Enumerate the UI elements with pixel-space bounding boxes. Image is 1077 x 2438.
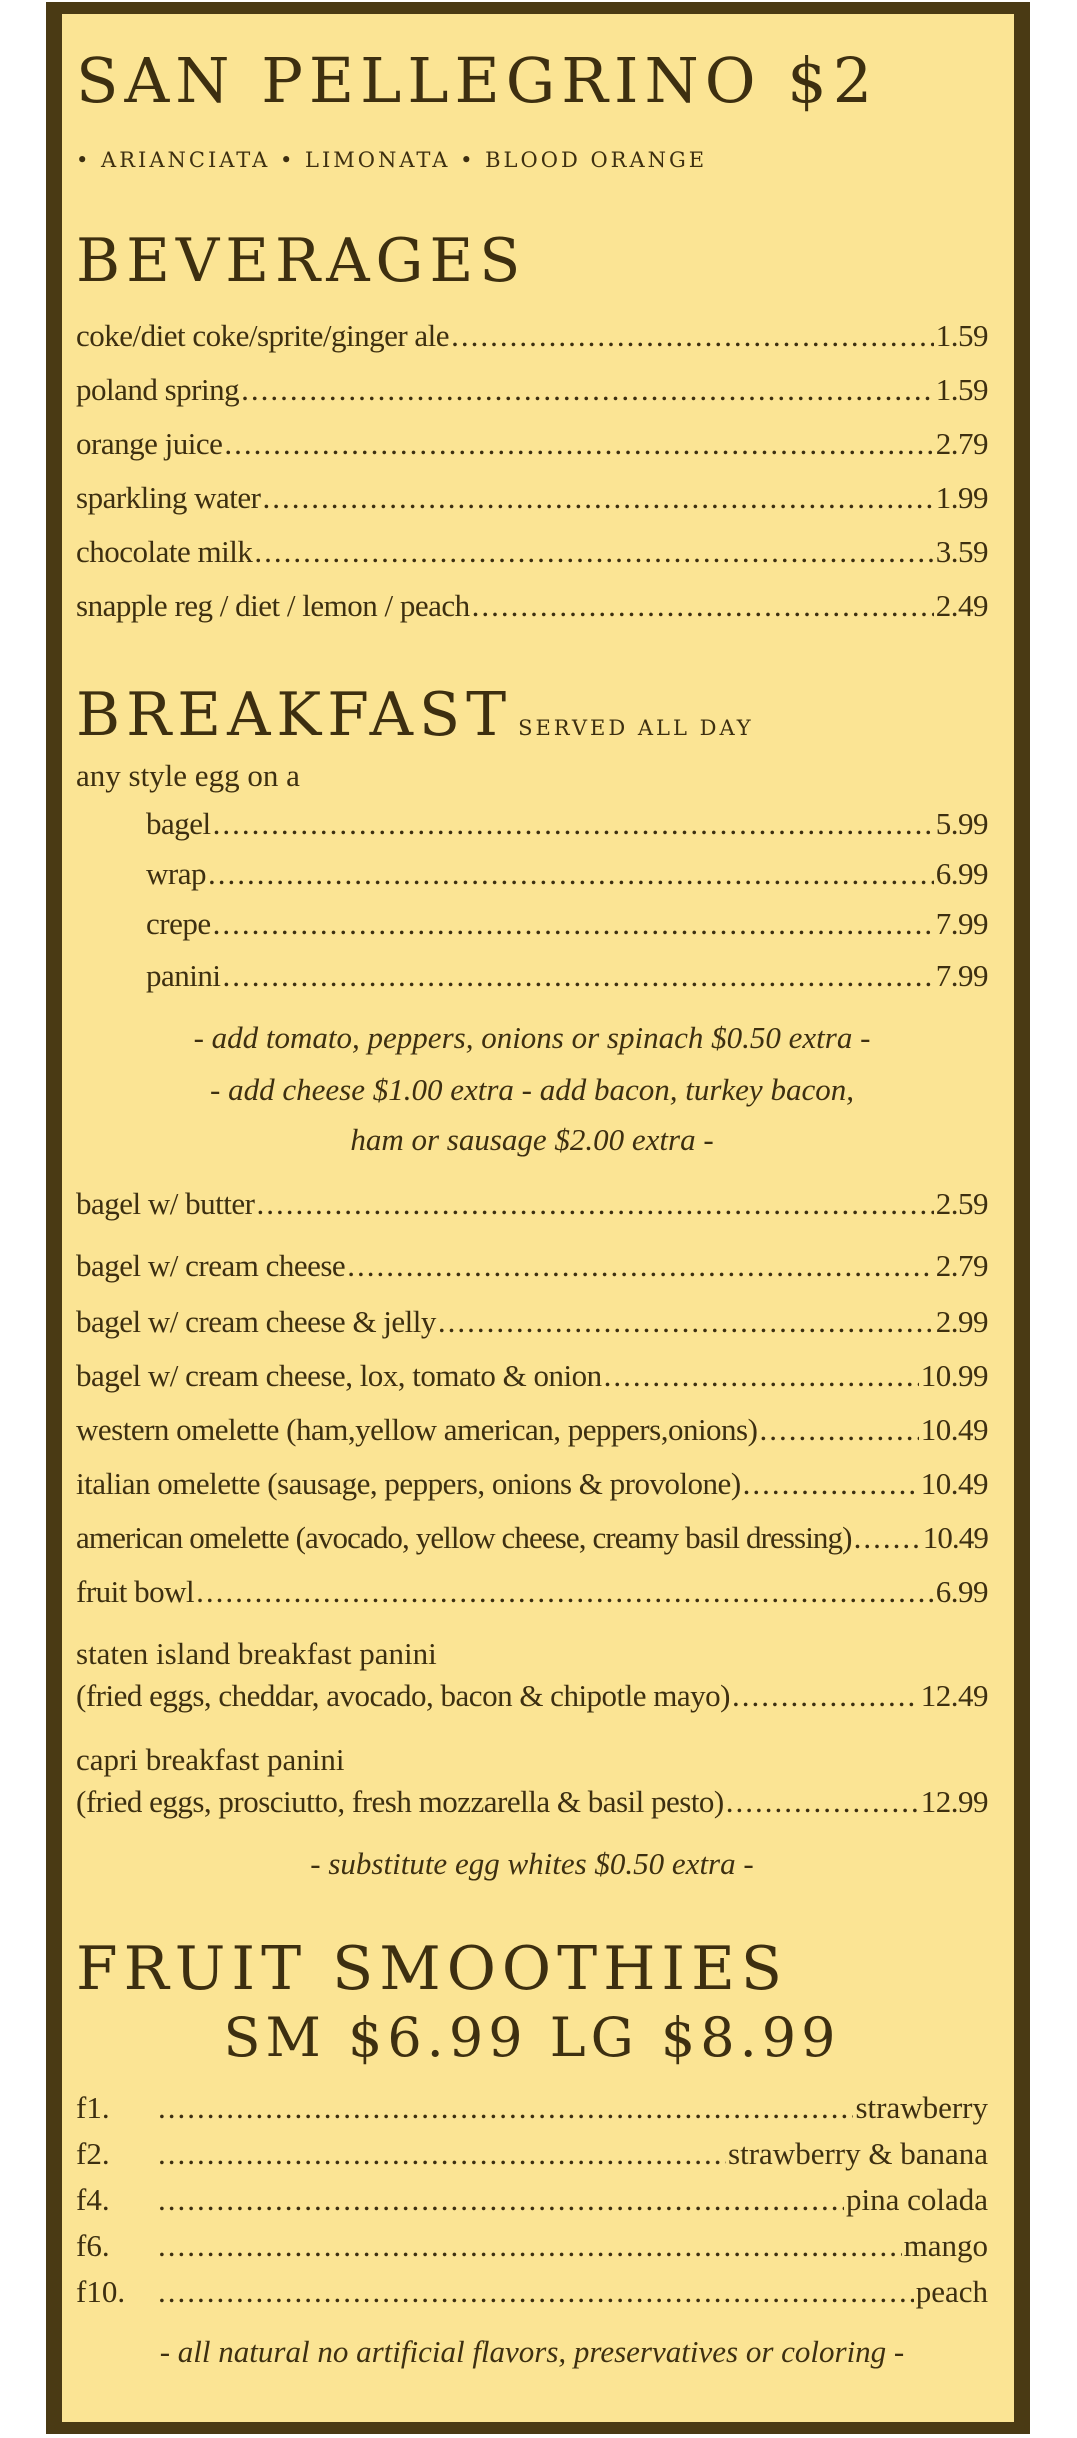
pellegrino-flavors: • ARIANCIATA • LIMONATA • BLOOD ORANGE	[76, 148, 708, 172]
menu-item-row	[146, 906, 988, 942]
smoothie-code: f4.	[76, 2182, 110, 2217]
smoothie-flavor: peach	[915, 2274, 988, 2309]
menu-item-row	[76, 1304, 988, 1340]
smoothie-row	[76, 2182, 988, 2218]
dot-leader	[472, 588, 934, 624]
item-name: poland spring	[76, 372, 240, 407]
item-name: orange juice	[76, 426, 223, 461]
item-name: bagel w/ butter	[76, 1186, 255, 1221]
item-price: 1.99	[935, 480, 988, 515]
item-name: american omelette (avocado, yellow cheese, creamy basil dressing)	[76, 1520, 852, 1555]
dot-leader	[732, 1678, 919, 1714]
item-price: 1.59	[935, 372, 988, 407]
item-price: 2.79	[935, 1248, 988, 1283]
egg-white-note: - substitute egg whites $0.50 extra -	[310, 1846, 754, 1881]
menu-item-row	[76, 372, 988, 408]
item-name: panini	[146, 958, 221, 993]
item-name: sparkling water	[76, 480, 261, 515]
breakfast-subtitle: SERVED ALL DAY	[518, 716, 754, 740]
item-name: chocolate milk	[76, 534, 253, 569]
breakfast-title: BREAKFAST	[76, 680, 513, 750]
item-price: 5.99	[935, 806, 988, 841]
menu-item-row	[76, 1248, 988, 1284]
item-price: 6.99	[935, 856, 988, 891]
panini-title: staten island breakfast panini	[76, 1636, 437, 1671]
dot-leader	[213, 906, 934, 942]
smoothie-row	[76, 2228, 988, 2264]
smoothie-code: f2.	[76, 2136, 110, 2171]
item-price: 2.49	[935, 588, 988, 623]
item-price: 7.99	[935, 906, 988, 941]
menu-item-row	[76, 1358, 988, 1394]
smoothie-code: f1.	[76, 2090, 110, 2125]
item-price: 2.79	[935, 426, 988, 461]
dot-leader	[241, 372, 934, 408]
addon-note: ham or sausage $2.00 extra -	[350, 1122, 714, 1157]
smoothie-row	[76, 2090, 988, 2126]
item-name: bagel w/ cream cheese	[76, 1248, 346, 1283]
item-price: 12.49	[920, 1678, 988, 1713]
item-name: crepe	[146, 906, 211, 941]
dot-leader	[262, 480, 933, 516]
smoothies-title: FRUIT SMOOTHIES	[76, 1934, 789, 2004]
item-name: (fried eggs, prosciutto, fresh mozzarella & basil pesto)	[76, 1784, 724, 1819]
smoothie-row	[76, 2274, 988, 2310]
item-price: 12.99	[920, 1784, 988, 1819]
item-price: 10.49	[922, 1520, 988, 1555]
smoothie-flavor: pina colada	[845, 2182, 988, 2217]
dot-leader	[158, 2090, 853, 2126]
item-name: bagel w/ cream cheese, lox, tomato & onion	[76, 1358, 602, 1393]
menu-item-row	[76, 588, 988, 624]
item-name: wrap	[146, 856, 206, 891]
menu-item-row	[76, 534, 988, 570]
dot-leader	[223, 958, 934, 994]
panini-title: capri breakfast panini	[76, 1742, 345, 1777]
dot-leader	[224, 426, 933, 462]
menu-item-row	[76, 1466, 988, 1502]
smoothie-row	[76, 2136, 988, 2172]
dot-leader	[726, 1784, 919, 1820]
item-price: 10.49	[920, 1412, 988, 1447]
pellegrino-title: SAN PELLEGRINO $2	[76, 44, 879, 117]
menu-item-row	[76, 1412, 988, 1448]
dot-leader	[256, 1186, 933, 1222]
item-price: 10.99	[920, 1358, 988, 1393]
menu-item-row	[76, 1574, 988, 1610]
dot-leader	[759, 1412, 918, 1448]
dot-leader	[158, 2228, 902, 2264]
smoothie-code: f10.	[76, 2274, 126, 2309]
egg-intro: any style egg on a	[76, 758, 300, 793]
dot-leader	[158, 2274, 914, 2310]
dot-leader	[158, 2182, 844, 2218]
menu-item-row	[76, 1784, 988, 1820]
item-price: 2.99	[935, 1304, 988, 1339]
item-price: 2.59	[935, 1186, 988, 1221]
addon-note: - add tomato, peppers, onions or spinach $0.50 extra -	[193, 1020, 871, 1055]
smoothie-note: - all natural no artificial flavors, preservatives or coloring -	[159, 2334, 905, 2369]
menu-item-row	[76, 1678, 988, 1714]
item-name: bagel w/ cream cheese & jelly	[76, 1304, 436, 1339]
dot-leader	[254, 534, 933, 570]
item-name: (fried eggs, cheddar, avocado, bacon & chipotle mayo)	[76, 1678, 730, 1713]
dot-leader	[743, 1466, 919, 1502]
item-price: 6.99	[935, 1574, 988, 1609]
menu-item-row	[76, 1186, 988, 1222]
smoothie-flavor: strawberry & banana	[728, 2136, 988, 2171]
menu-item-row	[146, 958, 988, 994]
dot-leader	[438, 1304, 934, 1340]
addon-note: - add cheese $1.00 extra - add bacon, turkey bacon,	[210, 1072, 854, 1107]
dot-leader	[604, 1358, 919, 1394]
smoothie-flavor: mango	[903, 2228, 988, 2263]
smoothie-flavor: strawberry	[855, 2090, 988, 2125]
item-price: 10.49	[920, 1466, 988, 1501]
item-name: fruit bowl	[76, 1574, 195, 1609]
item-price: 7.99	[935, 958, 988, 993]
menu-item-row	[146, 806, 988, 842]
dot-leader	[158, 2136, 726, 2172]
smoothie-sizes: SM $6.99 LG $8.99	[223, 2006, 841, 2069]
breakfast-heading	[76, 680, 754, 750]
dot-leader	[196, 1574, 934, 1610]
item-price: 1.59	[935, 318, 988, 353]
item-price: 3.59	[935, 534, 988, 569]
smoothie-code: f6.	[76, 2228, 110, 2263]
item-name: western omelette (ham,yellow american, peppers,onions)	[76, 1412, 758, 1447]
item-name: bagel	[146, 806, 211, 841]
item-name: snapple reg / diet / lemon / peach	[76, 588, 470, 623]
dot-leader	[208, 856, 934, 892]
menu-item-row	[76, 318, 988, 354]
menu-item-row	[146, 856, 988, 892]
menu-item-row	[76, 426, 988, 462]
menu-item-row	[76, 480, 988, 516]
item-name: coke/diet coke/sprite/ginger ale	[76, 318, 450, 353]
dot-leader	[347, 1248, 934, 1284]
item-name: italian omelette (sausage, peppers, onions & provolone)	[76, 1466, 741, 1501]
beverages-title: BEVERAGES	[76, 226, 527, 296]
menu-item-row	[76, 1520, 988, 1556]
dot-leader	[213, 806, 934, 842]
dot-leader	[451, 318, 934, 354]
dot-leader	[854, 1520, 921, 1556]
